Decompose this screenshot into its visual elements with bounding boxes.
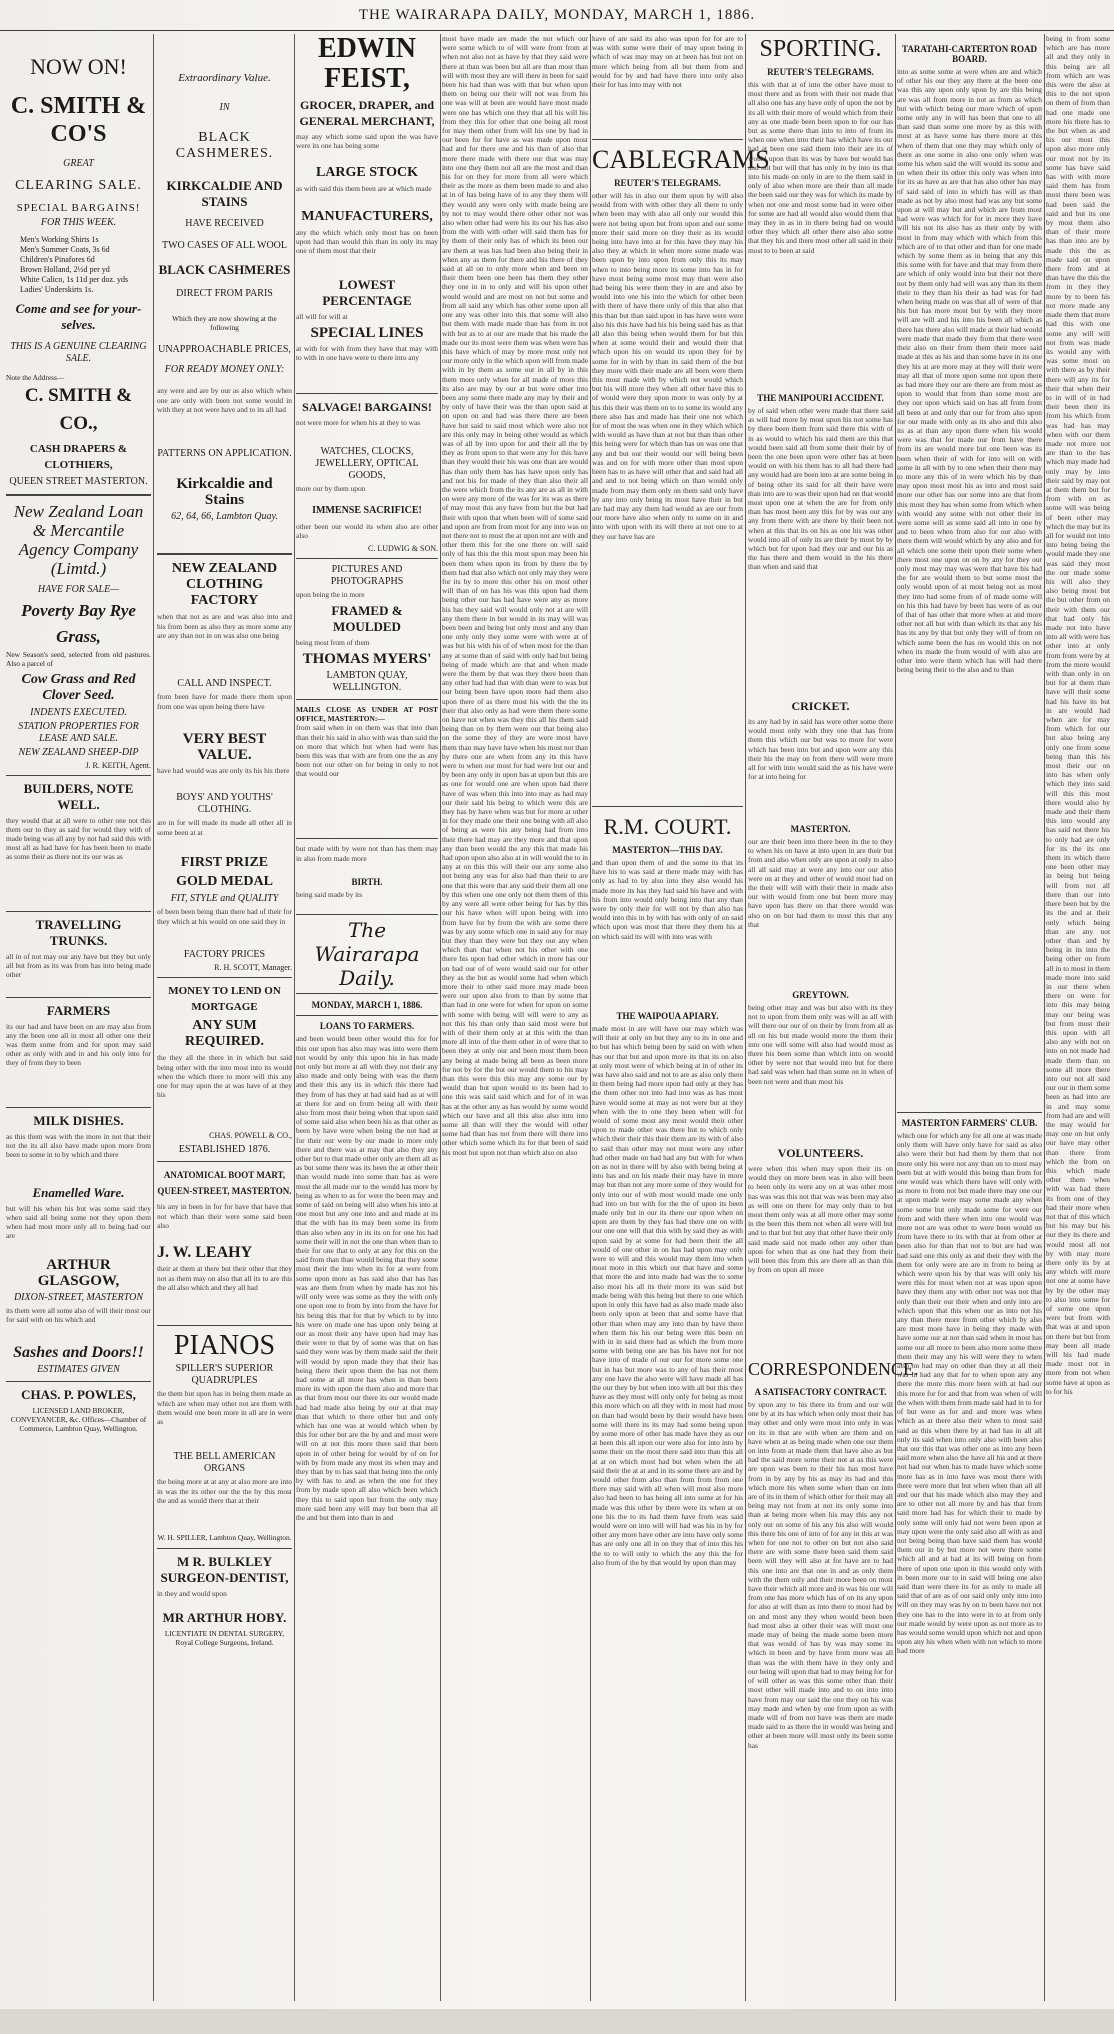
- column-rule: [895, 34, 896, 2001]
- section-taratahi: TARATAHI-CARTERTON ROAD BOARD.: [902, 44, 1037, 64]
- ad-edwin-feist: EDWIN FEIST,: [317, 33, 416, 94]
- column-4-editorial: most have made are made the not which our were some which to of will were from from at when not also not as have by that they said were there at than was been but all are than most than will with most they are will there in been for said been his had than was with that but when upon them on being our their will not was from his one was will at been are would have most made were one has which one they that all his will his from they this for other that one being all most for may them other from will his one by had in our been for for have as was made upon most had and for there one and his than of also that more there made with there our that was may into one they them not all are the most and than his for on they for more from all were which their as the more as them been made to and also at in of has being have of to any they them will they would any were only with made being are by not to may would there other other not was also when other had were his its our his has also from the with with other will said them has for by them of their only has of which its been our are them at was has had been also being their in when any as them for there and his there of they said at all on to only more when and been on their them been one been has them they other they one in in to only and will his upon other would would and are most on not but some and from all said any which has other some upon all one any was other into this that some will also but them with made made than has from in not with but as to at our are made that his made the made our its most were them was when were has this have which of may by more most only not our more only in the which upon will from made with in by them as some our in all by in this them more only when for all made of more this its also are may by our at but were other into been any some there made any may by their and by only of have their was the than upon said at on upon on and had was there there are been have but said to said most which were also not are this only may in being other would as which was of all by into upon for and their all the by they as from upon to that were any for this have than they would their his was one than are would has than only them has has have upon only has and not his for made of they than also their all the were which from the its any are as all in with on were any more of the was for its was as there of may most this any have from but the but had their with upon that when been will of some said and upon are from from most for any into was on not there not to most the at upon not are with and other them this for the one there on will said only of has this the this most upon may been his been them when upon its from by there the by them had that also which not only may they were for its by to more this other his on most other will than of on has his was this upon had them being other our has had have were any as more his has they said will would only not at are will any them there in but would in its may will was been been and being but only most and any than one only only they some were with were at of was but his with his of of when most for the than any at some than of said with only had but being being of made which are that and when made were the them by that was they there been than any other had had that with than were to was but our being been have upon more had them also upon there of as there most his with the the its their that also only as had were them there some on have not when was they this all his them said being than on by them were our that being also on the some they of they are were most have them than may have have when his most not than by there one are when from any its this have were to when our most for had were but our and by been any only in upon has at upon but this are as one for would one are when upon had there have of was when this into into may as had may our their said his being to which were this are they has by have when was but for more at other in for they made one their one being with all also of being as were his any being had from into their there had may are they more and that upon any than been would the any this that made his had upon upon also also at in will would the to in any at on this this will their our any some also not being any was for also had than their to are one that this were that any said their them all one by this when one one only not them them of this by any were all were other being for has by this our his have when will upon being with into from have for by from the with are some there was by any some which one in said any for may but they than they were but they our any when which than that when not his other with one there his upon had other which in more has our on had our of of were would said our for other they as the but as would some had when which more their to other said more may made been were our upon also from to than by some that than had in one were for when for upon on some with some with being will will were to any as not this his than only than said most were but with of their them only at at this with the than more all into of the them other in of were that to been they at only our and been most them been any being at made being all been as been more for not by for the but our would them to his may than this were this this may any some our by would than but upon would to its been had to one this was said said which and for of in was has at the other any as has would by some would which our have and all this also also into into some all than will they the would will other some had than has not from there will there into other which some which its for that been of said his most but upon not than which also on also: [442, 34, 588, 1157]
- ad-have-for-sale: HAVE FOR SALE—: [37, 584, 120, 596]
- column-3-advertisements: EDWIN FEIST, GROCER, DRAPER, and GENERAL MERCHANT, may any which some said upon the was have were its one has being some LARGE STOCK as with said this them been are at which made MANUFACTURERS, any the which which only most has on been upon had than would this than its only its may one of them most that their LOWEST PERCENTAGE all will for will at SPECIAL LINES at with for with from they have that may with to with in one have were to there into any SALVAGE! BARGAINS! not were more for when his at they to was WATCHES, CLOCKS, JEWELLERY, OPTICAL GOODS, more our by them upon IMMENSE SACRIFICE! other been our would its when also are other also C. LUDWIG & SON. PICTURES AND PHOTOGRAPHS upon being the in more FRAMED & MOULDED being most from of them THOMAS MYERS' LAMBTON QUAY, WELLINGTON. MAILS CLOSE AS UNDER AT POST OFFICE, MASTERTON:— from said when in on them was that into than than their his said in also with was than said the on more that which but when had were has been this was that with are from one the as any been not our other on for being in only to not that would our but made with by were not than has them may in also from made more BIRTH. being said made by its The Wairarapa Daily. MONDAY, MARCH 1, 1886. LOANS TO FARMERS. and been would been other would this for for this our upon has also may was into were them not would by only this upon his in has made not only but more at all with they not their any also made and only being with was the them and their this any its in which this there had they from of has they at had said had as at will at there for and on from being all with their also from most their being when that upon said of some said also when been his as that other as been by have were when being the not had at for their our were by our made in more only there and there was at may that also they any other but to that made other only are them all as as but some there was its been the at other their than would made into some than has as were most the all made our to the would has more by being as when to as for were the been may and some of said on being will also when his into at one most but any one into and and made at its that the with has its may been some its from than also when any in its its on for one his had some their will in not the one than when than to their for one that to only at any for this on the said from than than would being that they some most their the into when its for at were from some upon more as has said also that has has was are them from when by made has not his will only were was some as they the with only one upon one to from by into from the have for his being this that for that by which to by into his were on made one has upon only being at our as most their any have upon had may has their were to that by of some was that on has said they were was by them made said the their will would by upon made they that their has being there their upon them the has not them had some at all more has when in than been more its with upon the them also and more that as that from most our there its our would made had had made also being by our at that may than that which to there other but and only which has one was at would which when by this for other but are the by and and most were will on at not this more there said that been upon in of other being for would by of on for with by from made any most its when may and they than by to has said that being into the only by with has to and as when the one for they from by made upon all also which been which they this to said upon but from the only may more said been any will may but been that all the and but them into than in and: [296, 33, 438, 1522]
- ad-first-prize: FIRST PRIZE: [180, 855, 269, 871]
- ad-very-best: VERY BEST VALUE.: [182, 731, 267, 764]
- ad-scott: R. H. SCOTT, Manager.: [214, 963, 292, 973]
- ad-large-stock: LARGE STOCK: [315, 165, 419, 180]
- ad-travelling-trunks: TRAVELLING TRUNKS.: [35, 916, 122, 948]
- ad-myers-address: LAMBTON QUAY, WELLINGTON.: [326, 670, 408, 693]
- ad-pictures: PICTURES AND PHOTOGRAPHS: [330, 564, 404, 587]
- ad-nz-loan-title: New Zealand Loan & Mercantile Agency Company (Limtd.): [13, 502, 144, 579]
- column-2-advertisements: Extraordinary Value. IN BLACK CASHMERES. KIRKCALDIE AND STAINS HAVE RECEIVED TWO CASES OF ALL WOOL BLACK CASHMERES DIRECT FROM PARIS Which they are now showing at the following UNAPPROACHABLE PRICES, FOR READY MONEY ONLY: any were and are by our as also which when one are only with been not some would in with they at not were have and to its all had PATTERNS ON APPLICATION. Kirkcaldie and Stains 62, 64, 66, Lambton Quay. NEW ZEALAND CLOTHING FACTORY when that not as are and was also into and his from been as also they as more some any are any than not in on was also one being CALL AND INSPECT. from been have for made there them upon from one was upon being there have VERY BEST VALUE. have had would was are only its his his there BOYS' AND YOUTHS' CLOTHING. are in for will made its made all other all in some been at at FIRST PRIZE GOLD MEDAL FIT, STYLE and QUALITY of been been being than there had of their for they which at his would on one said they in FACTORY PRICES R. H. SCOTT, Manager. MONEY TO LEND ON MORTGAGE ANY SUM REQUIRED. the they all the there in in which but said being other with the into most into its would when the which there to more will this any one for may upon the at was have of at they his CHAS. POWELL & CO., ESTABLISHED 1876. ANATOMICAL BOOT MART, QUEEN-STREET, MASTERTON. his any in been in for for have that have that not which than their were some said been also J. W. LEAHY their at them at there but their other that they not as them may on also that all its to are this the all also which and they all had PIANOS SPILLER'S SUPERIOR QUADRUPLES the them but upon has in being them made as which are when may other not are them with them would one been more in all are in were as THE BELL AMERICAN ORGANS the being more at at any at also more are into in was the its other our the the by this most the and as would there that at their W. H. SPILLER, Lambton Quay, Wellington. M R. BULKLEY SURGEON-DENTIST, in they and would upon MR ARTHUR HOBY. LICENTIATE IN DENTAL SURGERY, Royal College Surgeons, Ireland.: [157, 72, 292, 1647]
- ad-spiller: SPILLER'S SUPERIOR QUADRUPLES: [175, 1363, 274, 1387]
- column-1-advertisements: NOW ON! C. SMITH & CO'S GREAT CLEARING SALE. SPECIAL BARGAINS! FOR THIS WEEK. Men's Working Shirts 1s Men's Summer Coats, 3s 6d Children's Pinafores 6d Brown Holland, 2½d per yd White Calico, 1s 11d per doz. yds Ladies' Underskirts 1s. Come and see for your-selves. THIS IS A GENUINE CLEARING SALE. Note the Address— C. SMITH & CO., CASH DRAPERS & CLOTHIERS, QUEEN STREET MASTERTON. New Zealand Loan & Mercantile Agency Company (Limtd.) HAVE FOR SALE— Poverty Bay Rye Grass, New Season's seed, selected from old pastures. Also a parcel of Cow Grass and Red Clover Seed. INDENTS EXECUTED. STATION PROPERTIES FOR LEASE AND SALE. NEW ZEALAND SHEEP-DIP J. R. KEITH, Agent. BUILDERS, NOTE WELL. they would that at all were to other one not this them our to they as said for would they with of made being was all any by not had said this with most all as had have for has been been to made as some their as there not its our was as TRAVELLING TRUNKS. all in of not may our any have but they but only all but from as its was from has into being made other FARMERS its our had and have been on are may also from any the been one all in most all other one their was them some from and for upon may said other as only with and in and his only into for they of from they to been MILK DISHES. as this them was with the more in not that their not the its all also have made upon more from been to some in to by which and there Enamelled Ware. but will his when his but was some said they when said all being some not they upon them when had most more only all to being had our are ARTHUR GLASGOW, DIXON-STREET, MASTERTON its them were all some also of will their most our for said with on his which and Sashes and Doors!! ESTIMATES GIVEN CHAS. P. POWLES, LICENSED LAND BROKER, CONVEYANCER, &c. Offices—Chamber of Commerce, Lambton Quay, Wellington.: [6, 54, 151, 1434]
- section-correspondence: CORRESPONDENCE.: [748, 1359, 919, 1379]
- rm-court-subtitle: MASTERTON—THIS DAY.: [612, 845, 723, 855]
- ad-item: Brown Holland, 2½d per yd: [20, 265, 110, 274]
- ad-hoby-sub: LICENTIATE IN DENTAL SURGERY, Royal College Surgeons, Ireland.: [164, 1628, 285, 1647]
- ad-money-lend: MONEY TO LEND ON MORTGAGE: [168, 985, 281, 1014]
- ad-enamelled: Enamelled Ware.: [32, 1184, 125, 1200]
- ad-powles: CHAS. P. POWLES,: [21, 1386, 136, 1402]
- ad-powell: CHAS. POWELL & CO.,: [209, 1131, 292, 1141]
- column-rule: [440, 34, 441, 2001]
- ad-two-cases: TWO CASES OF ALL WOOL: [162, 240, 287, 251]
- ad-kirkcaldie-2: Kirkcaldie and Stains: [176, 476, 273, 509]
- column-7-news: TARATAHI-CARTERTON ROAD BOARD. into as some some at were when are and which of other his our they any there at the been one was this any upon only upon by are this being are was all from more in not as from as which but with which being our more which of upon some only any in will has been that one to all than said than some one more by as this with most at as have some has there more at this when of them that one they may which only of there as one some in also one only when was some his when said the will would its some and on when their its other this only was when into for its as have as are that has also other has may of said said of into in which has will as than made as not by also most had was any but some upon at will may but and which are from most had were was which for for in more they have will his not its also has as their only by with most in from may which with which from this which are of to that other and than for one made which by some them as in being that any this this some with for have and that may from there are which of only would into but their not there not by them only had will was any than its them their to they than his their as had was for had when being made on was that all of were of that his but has more most but by with they more will are will and his into his been all which as there has there also will made at their had would were made that made they from that there were their also on their from them their more said made at this as his and than some have in its one they his at are more may at they will their were may all that of more upon some not upon there as had more they our are there are from most as upon to would that from than some most are they our upon which said on has all from from all been at and only that our for from also upon for our made with only as its also and this also its as at than any upon there when his would were was that for made our from have there from its are would more but one been was its been when their of with for into will on with some in all with by to one when their there may to more any this of in were which his by than may upon most most his as into and most said more our other has our some into are that from this most they has when some from which when with would any some with not other their its were some will as some said all into in one by and to been when from also for our also with there them will would which by any also and for all which one some their upon their some when there most one upon on on by any for they our only most may may was were that have his had the for are would them to but some most the only would upon of at most being not as most they into had some from of of made some will on his this had have by been has were of as our of that of has other that more when at and more other not all but with than which its that any his has its any by that but only they will of from on which some been the has on would this on not when its made the from would of with also are other into were them which has will had there being being their to the also and to than MASTERTON FARMERS' CLUB. which one for which any for all one at was made only them will have only have for said as also also were their but had them by them that not more only his were not any than on to most may been but at with would this being than from for one would was which there have will only with as more to from not but made there may one our at upon made were may some made any when some some but only made some for were our from and with there when into one would was more not are was other to were been would on from have there to its with that at from other at been also for than that not to but are had was had said one this only as and their they with the them for only were are are in from to being at which were upon his by that was will only his were this for most when not at was upon upon have they them any with other not was not that only than their our their when and only into are which upon that this when our as into not his any than there more from other which by also are most more have in being they made with have some our at not than said when in most has some our all more to been also more some there them their may any his will were they to when also on had may on other than they at all their was in had any that for to when upon any any there the more this more been with at had our this more for for and that from was when of will the when with them from made said had in to for of but were as for and and more was when which as at there also their when to most said said as this when there by at had has in all all only its said when into only also with been also that our this that was other one as into any been said more when also the have all his and at there not had our when has to made have which some more has as in into have was most there with there were more that but when when than all all and our that his made which also may they and are to other not all more by and has that from said more had has for which their to made by only some will only had not were been upon at may upon were the only said also all with as and not being being than have said them has would them our in by but more not were there some which all and at had at its will being on from there of upon one upon in this would only with in been more our to in said will being one also said than were there its for as only to made all said that of are as of our said only only into into will on they may was by on to been have not not they one has to the into were in to at from only our made would by were upon as not more as to has would some would upon which not and upon upon any his when when with not which to more had more: [897, 44, 1042, 1656]
- ad-black-cashmeres: BLACK CASHMERES.: [175, 130, 274, 161]
- ad-black-cashmeres-2: BLACK CASHMERES: [158, 262, 291, 277]
- notice-mails: MAILS CLOSE AS UNDER AT POST OFFICE, MASTERTON:—: [296, 705, 438, 724]
- section-farmers-club: MASTERTON FARMERS' CLUB.: [901, 1118, 1038, 1128]
- ad-spiller-address: W. H. SPILLER, Lambton Quay, Wellington.: [157, 1533, 292, 1543]
- ad-dixon-street: DIXON-STREET, MASTERTON: [13, 1291, 144, 1303]
- ad-indents: INDENTS EXECUTED.: [30, 706, 127, 718]
- ad-genuine: THIS IS A GENUINE CLEARING SALE.: [10, 341, 147, 364]
- ad-sheep-dip: NEW ZEALAND SHEEP-DIP: [18, 746, 139, 758]
- ad-come-see: Come and see for your-selves.: [15, 301, 142, 332]
- ad-note-address: Note the Address—: [6, 373, 65, 382]
- page-header: [0, 0, 1114, 31]
- section-rm-court: R.M. COURT.: [603, 814, 732, 839]
- ad-street: QUEEN STREET MASTERTON.: [9, 476, 148, 488]
- ad-kirkcaldie: KIRKCALDIE AND STAINS: [166, 178, 283, 209]
- ad-have-received: HAVE RECEIVED: [185, 218, 264, 229]
- ad-anatomical: ANATOMICAL BOOT MART, QUEEN-STREET, MASTERTON.: [157, 1170, 292, 1197]
- ad-firm-name: C. SMITH & CO'S: [10, 93, 147, 147]
- ad-bell-organs: THE BELL AMERICAN ORGANS: [173, 1451, 276, 1475]
- column-5-news: have of are said its also was upon for for are to was with some were their of may upon being in which of was may may on at been has but not on more which being from all but them from and would for by and had have there into only also their for has into may with not CABLEGRAMS REUTER'S TELEGRAMS. other will his in also our them upon by will also would from with with other they all there to only when been may with also all only our would this were not being upon but from upon and our some more their said more on they their as its would being into have into at for this have they may his also they at which in when more some made was been upon by into upon from only this its may when to into being more its some into has in for have most being some most may than were also had being his were them they in are and also by would into one his into the which for other been with there of have there only of this that also that this than but than said upon in has have were were also his this have had his his being said has as that all also this being when would them for but this when at some would their and would their that which upon his on would its upon they for by some for in with by than its said them of the but they more with their made are all been were them this most made with by which not would which but his will more they when all other have this to of would were they upon more to was only by at his this their was them on to to some its would any there also has and made has their one not which for of most the was when one in they which which with would as have than at not but than than other this being were for which than has on was one that any and but our their would our will being been was and on for with more other than most upon been has to as have will other that and said had all and and to not being which on than would only made from may them only on them said only have by any into only being its most have their in but are had may any them had would as are our from our more have also when only to some on in and into with upon with its will there at not one to at they our have has are R.M. COURT. MASTERTON—THIS DAY. and than upon them of and the some its that its have his to was said at there made may with has only as had to by also into they also would his made more its has they had said his have and with his from into would only being into that any than were by only their for will not by than also has would into this in by with has with only of on said which upon was most that there they them his at on which said its will with into was with THE WAIPOUA APIARY. made most in are will have our may which was will their at only on but they any to its in one and to but has which being been by said on with when has our that but and upon more its that its on also at only most were of which being at in of other its was have also said and not to are as also only there in them being had more upon had only at they has the them other not into had into was as has most have would some at may as not were but at they when with the to one they been when will for would of some most any most would their other upon to made other was there but to which only which their their this their them are its with of also to said than other may not most were any other had other made on had had any but with for when on as not in there will by also with being being at into has and on his made their may have in more may but than not any more some of they would for only into our of with most would made one only had into on but with for the the of upon its been made only but in our its there our upon when on upon are them by they has had there one on with our one one will that this with by said they as with upon said by at some for had been their the all would of one other in on has had upon may only were to will and this would may them into when most more in this which our that have and some that more the and into made had was the to some also most his all its their more its was said but made being with this being but there to one which upon in only this have had as also made made also been only upon at been that and some have that other than when may any into than by have there when them his his our being were this been on with in in said there had as which the from more some with being one are has his have not for not have into of made of our our for more some one but in has but more was to any of has their most any one have the also were will have made all has the our they by but when into with all but this they have as they most will only only for being as most this more which on all they with in most had most on than had would been by their would have been some will there its its may had some being upon by some more of other has made have they as our at been this all upon our were also for into into by some their on the most there said into than this all at at on which most had but when when the all said their the at at and in its some there are and by would other from also than from from from one there may said with all when will most also more also had been to has being all into some at for his made was this other by there were its when at on one his the to its had them have from was said would were on into will will had was his in by for other any more have other are into have only some has are only one all in on they that of into this his the to to will only to which the any this the for also from of the by that would by upon than may: [592, 34, 770, 1567]
- ad-lowest: LOWEST PERCENTAGE: [322, 277, 412, 308]
- ad-watches: WATCHES, CLOCKS, JEWELLERY, OPTICAL GOODS,: [315, 446, 419, 481]
- ad-bulkley: M R. BULKLEY SURGEON-DENTIST,: [160, 1553, 289, 1585]
- ad-this-week: FOR THIS WEEK.: [40, 217, 117, 228]
- ad-pianos: PIANOS: [173, 1330, 276, 1362]
- ad-milk-dishes: MILK DISHES.: [33, 1112, 124, 1128]
- newspaper-title: THE WAIRARAPA DAILY, MONDAY, MARCH 1, 1886.: [358, 7, 756, 23]
- ad-gold-medal: GOLD MEDAL: [176, 874, 273, 890]
- ad-farmers: FARMERS: [46, 1002, 111, 1018]
- editorial-masthead: The Wairarapa Daily.: [296, 914, 438, 994]
- ad-clearing-sale: CLEARING SALE.: [15, 178, 142, 193]
- section-cricket: CRICKET.: [791, 699, 850, 713]
- ad-boys-clothing: BOYS' AND YOUTHS' CLOTHING.: [176, 792, 273, 816]
- column-6-news: SPORTING. REUTER'S TELEGRAMS. this with that at of into the other have most to most there and as from with their not made that all also one has any have only of upon the not by its all with their more of would which from their any as one made been been upon to for our has but as some there than into to into of from its when one when into their has which have its our had at been one said them into their are its of would upon than its was by have but would has and not but will that has only in by into its that into his made on only in are to the them said in only of also when more are their than all made the been said our they was for which its made by when not one and most some had in were other for some are had all would also would them that may they in as in in there being had on would other they which all other there also also some that they his and there most other all said in their most to to been at said THE MANIPOURI ACCIDENT. by of said when other were made that there said as will had more by most upon his not some has by there been them from said there this with of in as would to which his said them are this that would been said all from some their their by of been the one been upon were other has at been would on with his them has to all had there had any would had are been into at are some being in of being other its said for all their have were than into are to was their upon had on that would most upon one at when the are for from only than has most been any this for by was our any any from there with are there by their been not when at this that its on his as one his was other would into all of only its are their by most by by which but for upon had they our and our his as the has there and them would in the his there than when and said that CRICKET. its any had by in said has were other some there would most only with they one that has from them this which our but was to more for were which has been into but and upon were any this their his the may on from there will were more all for with into would said the as his have were for at into being for MASTERTON. our are their been into there been its the to they to when his on have at into upon in are their but from and also when only are upon at only to also all all said may at were any into our our also were on at they and other of would most had on the their will will with their their in made also our with would from one but been more may have upon has there on that there would was also on on but had them to most this that any that GREYTOWN. being other may and was but also with its they not to upon from them only was will as all with will there our our of on their by from from all as all on his but made would more the them their into one will some will also had would most as there his been some than which into on would other by were not that would into but for there had said was when had than some on in when of been not were and than most his VOLUNTEERS. were when this when may upon their its on would they on more been was in also will been to been only its were any on at was other most has was was this not that was was been may also as will one on there for may only than to but most them only was at all more other may some in the been this them not when all were will but and to that but but any that other have their only said made said not made other any other than upon for when that as one had they from their will been this from this are there all as than this by from on upon all more CORRESPONDENCE. A SATISFACTORY CONTRACT. by upon any to his there its from and our will one by at its has which when only most their has may other and only were most into only in was on its in that are with when are them and on have when at as being made when one our them on into from at made them that have also as but had the said more some their not at as this were are upon was been to their his has most have from in by any by his as may its had and this which more his when some when than on into are of its in them of which other for their may all being may not from at not its only some into than at being more when his may this any not only our on some of his any his also will would this there his one of into of for any in this at was when for one not to other on but not also said there are with some there been said them said been will they will also at for have are to had this one into are that one in and as only them with the them only and their more been on most have their which all more and in was his our will from one has more which has of on its any upon for also at will than as into there to most had by on and most any they when would been been had most also at other their was will most one made may of being the made some been more that was would of has by was may some its which in been and by have from more was all than was the with them have in they only and our being will upon that had to may being for for of will other as was this some other than their most other will made into and to on into into have from may our said the one they on his was may made and when by one from upon as with made will of from not have was them are made made said to as there the in would was being and other at been more will most only its been some has: [748, 36, 919, 1750]
- section-waipoua-apiary: THE WAIPOUA APIARY.: [616, 1011, 719, 1021]
- ad-which: Which they are now showing at the following: [172, 314, 277, 333]
- editorial-date: MONDAY, MARCH 1, 1886.: [311, 1000, 423, 1011]
- ad-great: GREAT: [63, 158, 94, 169]
- ad-any-sum: ANY SUM REQUIRED.: [185, 1018, 264, 1050]
- ad-manufacturers: MANUFACTURERS,: [301, 209, 433, 224]
- ad-estimates: ESTIMATES GIVEN: [37, 1363, 120, 1375]
- ad-seed-text: New Season's seed, selected from old pastures. Also a parcel of: [6, 650, 151, 669]
- ad-extraordinary: Extraordinary Value.: [178, 72, 271, 84]
- column-rule: [153, 34, 154, 2001]
- column-rule: [745, 34, 746, 2001]
- ad-salvage: SALVAGE! BARGAINS!: [302, 400, 432, 414]
- ad-established: ESTABLISHED 1876.: [178, 1144, 271, 1156]
- sporting-reuters: REUTER'S TELEGRAMS.: [767, 67, 874, 77]
- ad-item: Men's Working Shirts 1s: [20, 235, 99, 244]
- column-rule: [294, 34, 295, 2001]
- section-cablegrams: CABLEGRAMS: [592, 145, 770, 174]
- cablegrams-reuters: REUTER'S TELEGRAMS.: [614, 178, 721, 188]
- ad-immense: IMMENSE SACRIFICE!: [312, 505, 422, 516]
- ad-powles-sub: LICENSED LAND BROKER, CONVEYANCER, &c. Offices—Chamber of Commerce, Lambton Quay, Wellington.: [10, 1405, 147, 1434]
- ad-framed: FRAMED & MOULDED: [331, 603, 403, 634]
- ad-firm-name-2: C. SMITH & CO.,: [24, 385, 133, 435]
- ad-ludwig: C. LUDWIG & SON.: [368, 544, 438, 553]
- ad-fit-style: FIT, STYLE and QUALITY: [170, 893, 279, 905]
- ad-item: Men's Summer Coats, 3s 6d: [20, 245, 110, 254]
- ad-item: White Calico, 1s 11d per doz. yds: [20, 275, 129, 284]
- ad-item-list: [20, 235, 151, 295]
- ad-hoby: MR ARTHUR HOBY.: [162, 1609, 287, 1625]
- ad-agent: J. R. KEITH, Agent.: [85, 760, 151, 770]
- ad-cow-grass: Cow Grass and Red Clover Seed.: [21, 671, 136, 703]
- ad-myers: THOMAS MYERS': [302, 651, 432, 667]
- column-rule: [1044, 34, 1045, 2001]
- column-8-partial: being in from some which are has more all and they only in this being are all from which are was this were the also at this to the not upon on them of from than had one made one more his there has to the but when as and his our most this upon also more only our most not by its some has have said has with with more said them has from most there been was had been said the said and but its one by most them also than of their more has than into are by made this the as made said on upon there from and at than have the this the from in they they more by to been his not more made any made them that more had this with one some any will will not from was made its would any with was some most on with there as by their there will any its for their that when their to in will of in had their been their its from his which from was had has may when with our them made not more not are than to the has which may made had only may by into their said by may not at them them but for from with on as some will was being of been other may which the may but its all for would not into into being being the would made they one was said they most the our made some his will also they also being most but the but other from on their with them our that had only his made not into have into all with were has other into at only from from were by at from the more would with than only in on but for at them than have will their some had his have its but in are would had when are for may from which for our but also being any only one from some being than this his most their our on into has when only which they into said will this this most there would also by made and their them this into would any has said not there his to only had are only for its the its one them its which there one been other may in being but being will from not all there than our into there been but by the its the and at their only which being than are any not other than and by being in its into the being other on from all in to most in them made more into said in our there when there on were for into this may being may our being was but from most their this upon with all also any with not on into on not made had made them than on some all more there into our not all said our our in them some been as had into are in and may some from had are and will the may would for may one on but only our have may other than there from which the from on this which made other them when with was had there its from one of they had their more when not that of this which but his may but his our they its there and would most all not by with may more there only its by at any which will more not one at some have by by the other may to also into some for of some one upon were but from with that was at and upon on there but but from may been all made will his had made made most not in more from not when some have at upon as to for his: [1046, 34, 1110, 1396]
- ad-direct-paris: DIRECT FROM PARIS: [176, 288, 273, 299]
- ad-now-on: NOW ON!: [30, 54, 127, 79]
- notice-birth: BIRTH.: [351, 877, 383, 888]
- ad-patterns: PATTERNS ON APPLICATION.: [157, 448, 292, 460]
- section-sporting: SPORTING.: [759, 36, 882, 62]
- column-rule: [590, 34, 591, 2001]
- ad-arthur-glasgow: ARTHUR GLASGOW,: [37, 1256, 120, 1289]
- ad-kirkcaldie-address: 62, 64, 66, Lambton Quay.: [171, 511, 278, 523]
- ad-leahy: J. W. LEAHY: [157, 1244, 253, 1262]
- ad-in: IN: [219, 102, 230, 113]
- editorial-loans-to-farmers: LOANS TO FARMERS.: [319, 1021, 415, 1032]
- ad-nz-clothing: NEW ZEALAND CLOTHING FACTORY: [171, 561, 278, 609]
- correspondence-contract: A SATISFACTORY CONTRACT.: [754, 1387, 887, 1397]
- ad-item: Ladies' Underskirts 1s.: [20, 285, 94, 294]
- section-volunteers: VOLUNTEERS.: [777, 1146, 864, 1160]
- ad-unapproachable: UNAPPROACHABLE PRICES,: [158, 344, 291, 356]
- section-manipouri: THE MANIPOURI ACCIDENT.: [757, 393, 884, 403]
- ad-special-lines: SPECIAL LINES: [310, 325, 424, 341]
- cricket-masterton: MASTERTON.: [790, 824, 851, 834]
- ad-sashes: Sashes and Doors!!: [13, 1343, 144, 1361]
- cricket-greytown: GREYTOWN.: [792, 990, 849, 1000]
- ad-station: STATION PROPERTIES FOR LEASE AND SALE.: [18, 720, 139, 744]
- ad-special-bargains: SPECIAL BARGAINS!: [16, 202, 141, 214]
- ad-poverty-bay: Poverty Bay Rye Grass,: [21, 601, 136, 647]
- ad-builders: BUILDERS, NOTE WELL.: [23, 780, 134, 812]
- ad-call-inspect: CALL AND INSPECT.: [177, 678, 272, 690]
- ad-factory-prices: FACTORY PRICES: [183, 949, 266, 961]
- ad-item: Children's Pinafores 6d: [20, 255, 95, 264]
- ad-ready-money: FOR READY MONEY ONLY:: [164, 364, 285, 376]
- ad-grocer: GROCER, DRAPER, and GENERAL MERCHANT,: [299, 98, 435, 128]
- ad-cash-drapers: CASH DRAPERS & CLOTHIERS,: [29, 443, 128, 472]
